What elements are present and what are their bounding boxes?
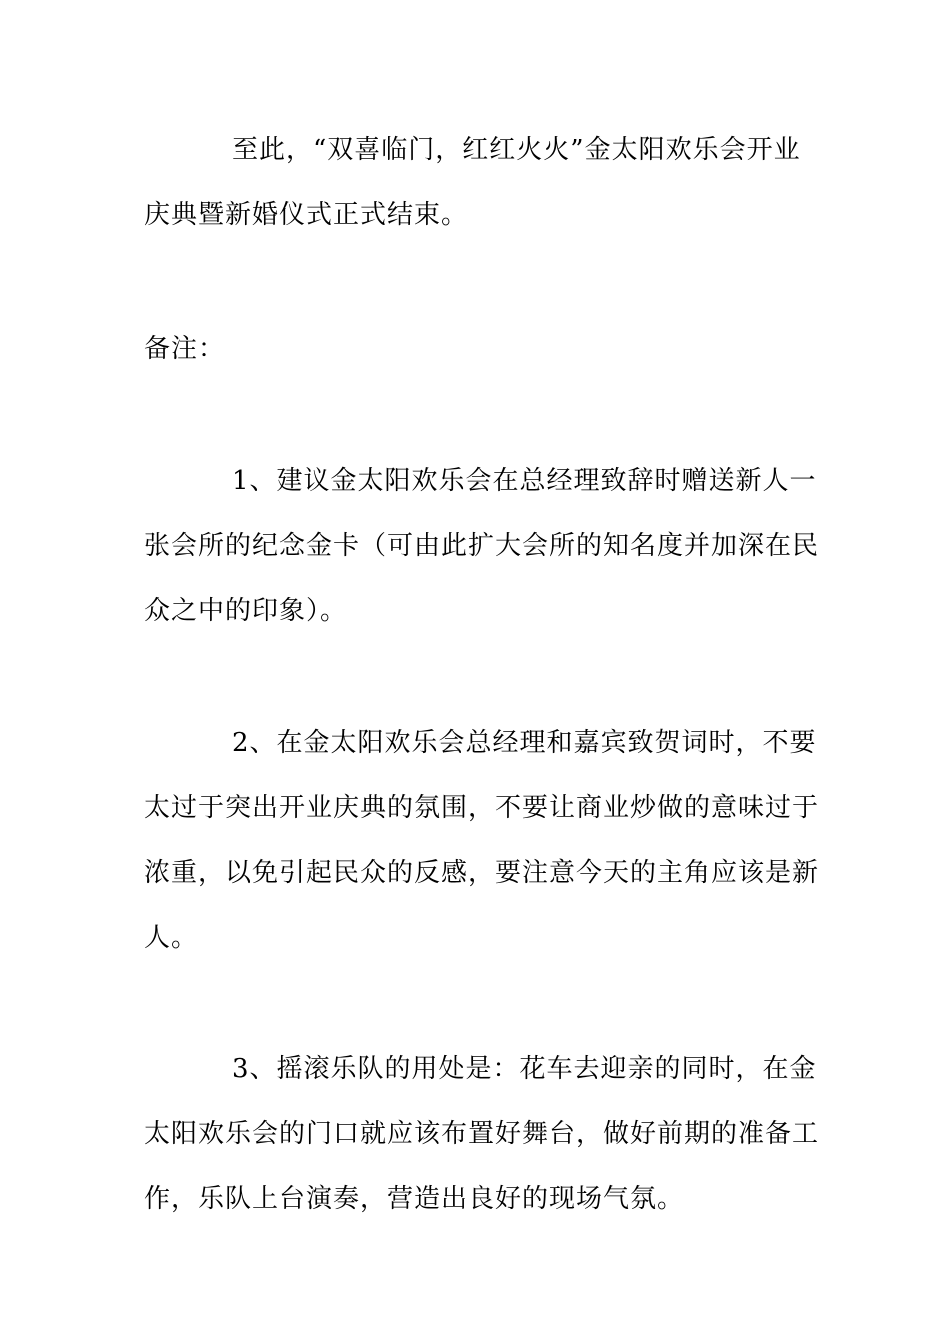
- note-3-line-1: 3、摇滚乐队的用处是：花车去迎亲的同时，在金: [232, 1054, 817, 1084]
- note-2-line-1: 2、在金太阳欢乐会总经理和嘉宾致贺词时，不要: [232, 728, 817, 758]
- closing-line-1: 至此，“双喜临门，红红火火”金太阳欢乐会开业: [232, 135, 801, 165]
- note-2-line-3: 浓重，以免引起民众的反感，要注意今天的主角应该是新: [144, 858, 820, 888]
- note-2-line-4: 人。: [144, 923, 199, 953]
- note-1-line-2: 张会所的纪念金卡（可由此扩大会所的知名度并加深在民: [144, 531, 820, 561]
- note-3-line-3: 作，乐队上台演奏，营造出良好的现场气氛。: [144, 1184, 685, 1214]
- note-3-line-2: 太阳欢乐会的门口就应该布置好舞台，做好前期的准备工: [144, 1119, 820, 1149]
- closing-line-2: 庆典暨新婚仪式正式结束。: [144, 200, 469, 230]
- note-1-line-3: 众之中的印象）。: [144, 596, 348, 626]
- note-1-line-1: 1、建议金太阳欢乐会在总经理致辞时赠送新人一: [232, 466, 817, 496]
- note-2-line-2: 太过于突出开业庆典的氛围，不要让商业炒做的意味过于: [144, 793, 820, 823]
- notes-heading: 备注：: [144, 334, 226, 364]
